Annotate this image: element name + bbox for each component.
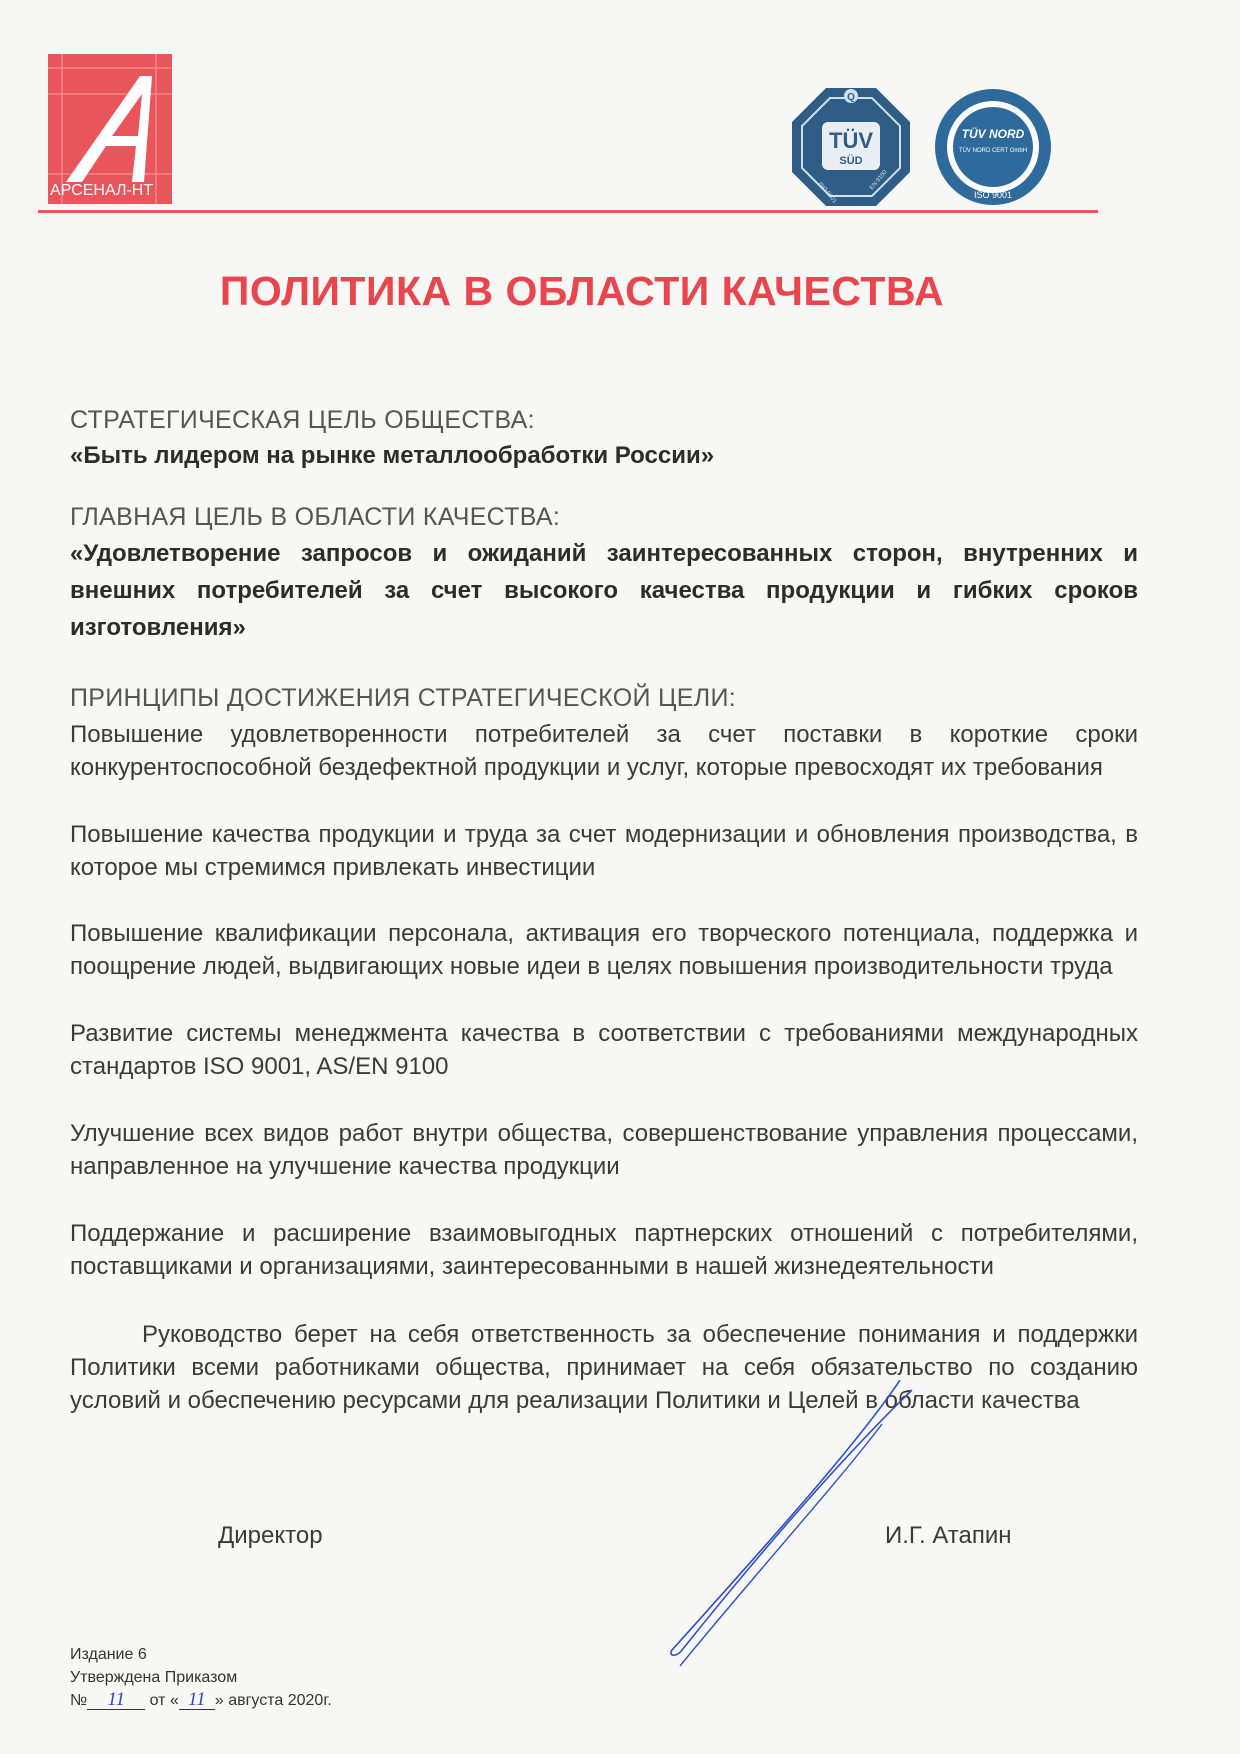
order-from-label: от «: [149, 1692, 179, 1709]
main-goal-section: [70, 503, 1138, 646]
main-goal-text: «Удовлетворение запросов и ожиданий заинтересованных сторон, внутренних и внешних потребителей за счет высокого качества продукции и гибких сроков изготовления»: [70, 540, 1138, 641]
nord-sub: TÜV NORD CERT GmbH: [958, 148, 1028, 154]
sud-q-mark: Q: [847, 92, 855, 103]
signatory-name: И.Г. Атапин: [885, 1522, 1012, 1549]
edition-line: Издание 6: [70, 1646, 147, 1663]
director-signature: [660, 1380, 920, 1670]
principle-item: Повышение качества продукции и труда за счет модернизации и обновления производства, в которое мы стремимся привлекать инвестиции: [70, 821, 1138, 881]
strategic-goal-section: [70, 406, 1138, 474]
principle-item: Развитие системы менеджмента качества в соответствии с требованиями международных стандартов ISO 9001, AS/EN 9100: [70, 1020, 1138, 1080]
sud-sub: SÜD: [839, 155, 863, 167]
management-commitment: Руководство берет на себя ответственность за обеспечение понимания и поддержки Политики всеми работниками общества, принимает на себя обязательство по созданию условий и обеспечению ресурсами для реализации Политики и Целей в области качества: [70, 1321, 1138, 1414]
signatory-role: Директор: [218, 1522, 323, 1549]
approval-line: Утверждена Приказом: [70, 1669, 238, 1686]
sud-ring-left: ISO 9001: [816, 181, 838, 205]
main-goal-heading: ГЛАВНАЯ ЦЕЛЬ В ОБЛАСТИ КАЧЕСТВА:: [70, 503, 561, 531]
sud-name: TÜV: [829, 128, 873, 153]
strategic-goal-heading: СТРАТЕГИЧЕСКАЯ ЦЕЛЬ ОБЩЕСТВА:: [70, 406, 535, 434]
order-number-line: [70, 1689, 332, 1712]
tuv-nord-badge: [932, 86, 1054, 208]
principle-item: Повышение удовлетворенности потребителей за счет поставки в короткие сроки конкурентоспособной бездефектной продукции и услуг, которые превосходят их требования: [70, 721, 1138, 781]
document-title: ПОЛИТИКА В ОБЛАСТИ КАЧЕСТВА: [219, 268, 945, 314]
document-footer: [70, 1643, 332, 1712]
company-logo: [48, 54, 172, 204]
tuv-sud-badge: [790, 86, 912, 208]
nord-ring: ISO 9001: [973, 190, 1013, 200]
principles-heading-block: [70, 684, 1138, 713]
order-number-handwritten: 11: [87, 1691, 145, 1710]
principle-item: Повышение квалификации персонала, активация его творческого потенциала, поддержка и поощрение людей, выдвигающих новые идеи в целях повышения производительности труда: [70, 920, 1138, 980]
logo-brand-text: АРСЕНАЛ-НТ: [50, 182, 154, 199]
principle-item: Улучшение всех видов работ внутри общества, совершенствование управления процессами, направленное на улучшение качества продукции: [70, 1120, 1138, 1180]
principles-heading: ПРИНЦИПЫ ДОСТИЖЕНИЯ СТРАТЕГИЧЕСКОЙ ЦЕЛИ:: [70, 684, 736, 712]
order-date-suffix: » августа 2020г.: [214, 1692, 332, 1709]
order-num-prefix: №: [70, 1692, 88, 1709]
strategic-goal-text: «Быть лидером на рынке металлообработки России»: [70, 442, 715, 469]
sud-ring-right: EN 9100: [868, 169, 889, 192]
nord-name: TÜV NORD: [961, 127, 1025, 141]
header-divider: [38, 210, 1098, 213]
order-day-handwritten: 11: [179, 1691, 215, 1710]
principle-item: Поддержание и расширение взаимовыгодных партнерских отношений с потребителями, поставщиками и организациями, заинтересованными в нашей жизнедеятельности: [70, 1220, 1138, 1280]
